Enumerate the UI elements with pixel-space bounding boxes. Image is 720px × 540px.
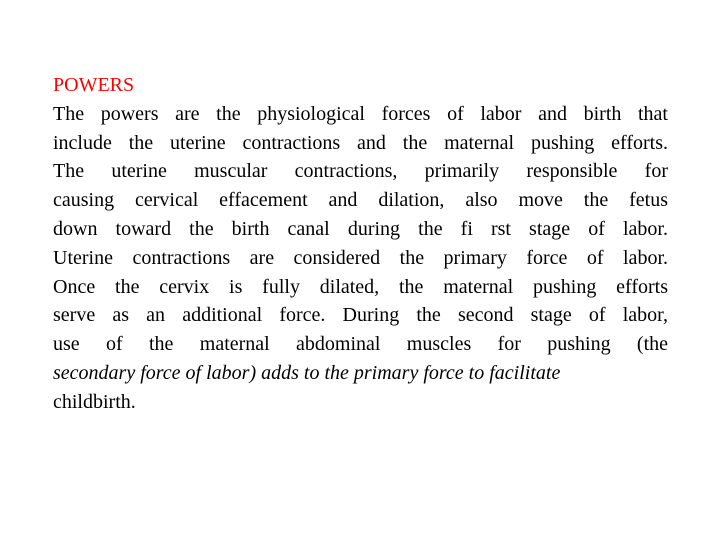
- body-line: serve as an additional force. During the second stage of labor,: [53, 304, 668, 327]
- body-line-italic: secondary force of labor) adds to the primary force to facilitate: [53, 361, 561, 384]
- slide-heading: POWERS: [53, 74, 135, 96]
- text-block: [53, 71, 668, 417]
- body-line: causing cervical effacement and dilation, also move the fetus: [53, 189, 668, 212]
- body-line: The uterine muscular contractions, primarily responsible for: [53, 160, 668, 183]
- body-line: use of the maternal abdominal muscles for pushing (the: [53, 333, 668, 356]
- body-line: Uterine contractions are considered the primary force of labor.: [53, 246, 668, 269]
- body-line: down toward the birth canal during the fi rst stage of labor.: [53, 217, 668, 240]
- body-line: The powers are the physiological forces of labor and birth that: [53, 102, 668, 125]
- body-line-last: childbirth.: [53, 390, 136, 413]
- body-line: include the uterine contractions and the maternal pushing efforts.: [53, 131, 668, 154]
- body-line: Once the cervix is fully dilated, the maternal pushing efforts: [53, 275, 668, 298]
